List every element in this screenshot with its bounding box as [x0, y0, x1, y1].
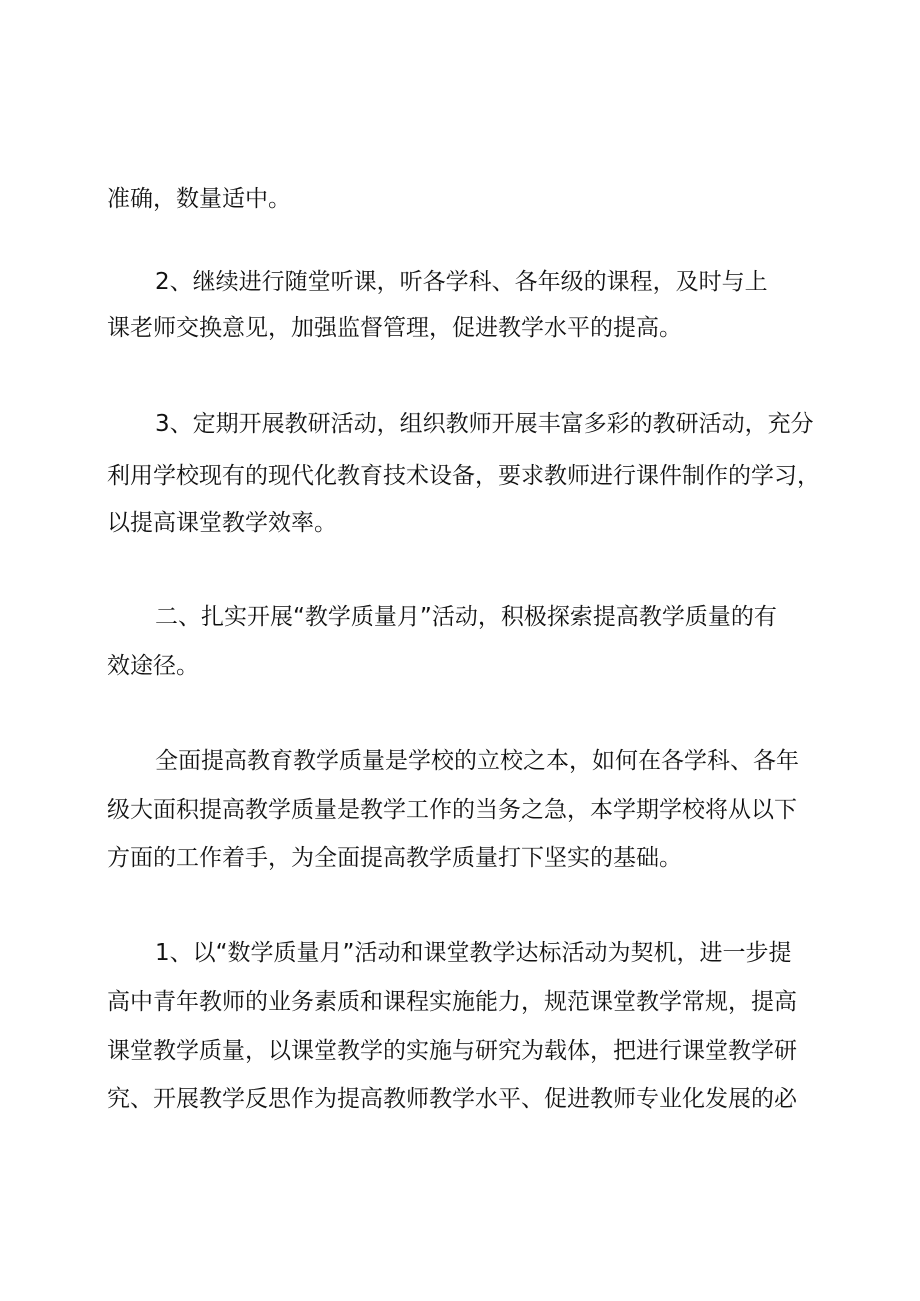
text-line: 课堂教学质量，以课堂教学的实施与研究为载体，把进行课堂教学研 — [107, 1038, 797, 1064]
text-line: 课老师交换意见，加强监督管理，促进教学水平的提高。 — [107, 315, 682, 341]
text-line: 2、继续进行随堂听课，听各学科、各年级的课程，及时与上 — [155, 269, 768, 295]
text-line: 利用学校现有的现代化教育技术设备，要求教师进行课件制作的学习， — [107, 463, 820, 489]
text-line: 准确，数量适中。 — [107, 186, 291, 212]
text-line: 究、开展教学反思作为提高教师教学水平、促进教师专业化发展的必 — [107, 1086, 797, 1112]
text-line: 方面的工作着手，为全面提高教学质量打下坚实的基础。 — [107, 845, 682, 871]
text-line: 级大面积提高教学质量是教学工作的当务之急，本学期学校将从以下 — [107, 797, 797, 823]
text-line: 以提高课堂教学效率。 — [107, 510, 337, 536]
text-line: 高中青年教师的业务素质和课程实施能力，规范课堂教学常规，提高 — [107, 989, 797, 1015]
text-line: 3、定期开展教研活动，组织教师开展丰富多彩的教研活动，充分 — [155, 411, 814, 437]
text-line: 1、以“数学质量月”活动和课堂教学达标活动为契机，进一步提 — [155, 940, 792, 966]
text-line: 二、扎实开展“教学质量月”活动，积极探索提高教学质量的有 — [155, 604, 777, 630]
text-line: 全面提高教育教学质量是学校的立校之本，如何在各学科、各年 — [155, 748, 799, 774]
text-line: 效途径。 — [107, 653, 199, 679]
